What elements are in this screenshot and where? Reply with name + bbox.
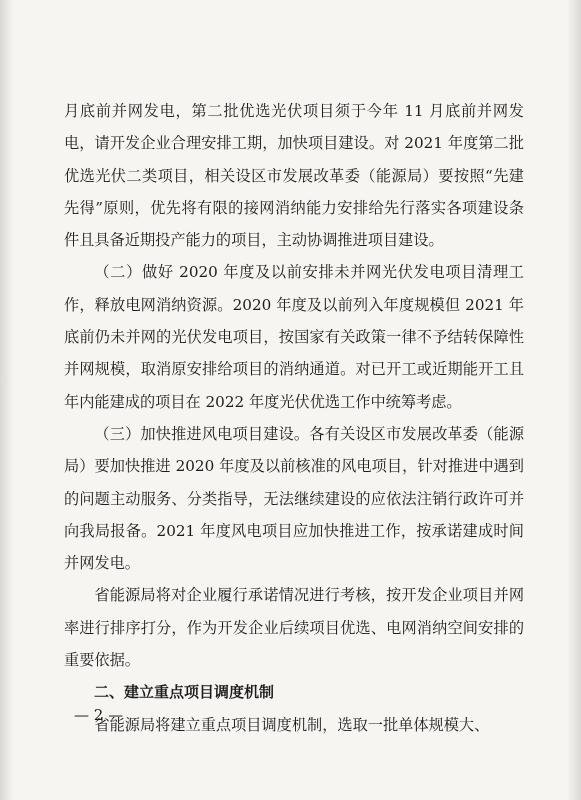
document-body [64,95,524,741]
paragraph-final: 省能源局将建立重点项目调度机制，选取一批单体规模大、 [94,715,490,734]
paragraph-item-2: （二）做好 2020 年度及以前安排未并网光伏发电项目清理工作，释放电网消纳资源。2020 年度及以前列入年度规模但 2021 年底前仍未并网的光伏发电项目，按国家有关政策一律不予结转保障性并网规模，取消原安排给项目的消纳通道。对已开工或近期能开工且年内能建成的项目在 2022 年度光伏优选工作中统筹考虑。 [64,263,524,411]
page-number: — 2 — [74,706,124,724]
paragraph-item-3: （三）加快推进风电项目建设。各有关设区市发展改革委（能源局）要加快推进 2020 年度及以前核准的风电项目，针对推进中遇到的问题主动服务、分类指导，无法继续建设的应依法注销行政许可并向我局报备。2021 年度风电项目应加快推进工作，按承诺建成时间并网发电。 [64,424,524,573]
paragraph-assessment: 省能源局将对企业履行承诺情况进行考核，按开发企业项目并网率进行排序打分，作为开发企业后续项目优选、电网消纳空间安排的重要依据。 [64,586,524,670]
page-edge-left [0,0,14,800]
page-edge-right [567,0,581,800]
section-heading: 二、建立重点项目调度机制 [94,683,275,702]
paragraph-continuation: 月底前并网发电，第二批优选光伏项目须于今年 11 月底前并网发电，请开发企业合理安排工期，加快项目建设。对 2021 年度第二批优选光伏二类项目，相关设区市发展改革委（能源局）要按照“先建先得”原则，优先将有限的接网消纳能力安排给先行落实各项建设条件且具备近期投产能力的项目，主动协调推进项目建设。 [64,102,524,250]
